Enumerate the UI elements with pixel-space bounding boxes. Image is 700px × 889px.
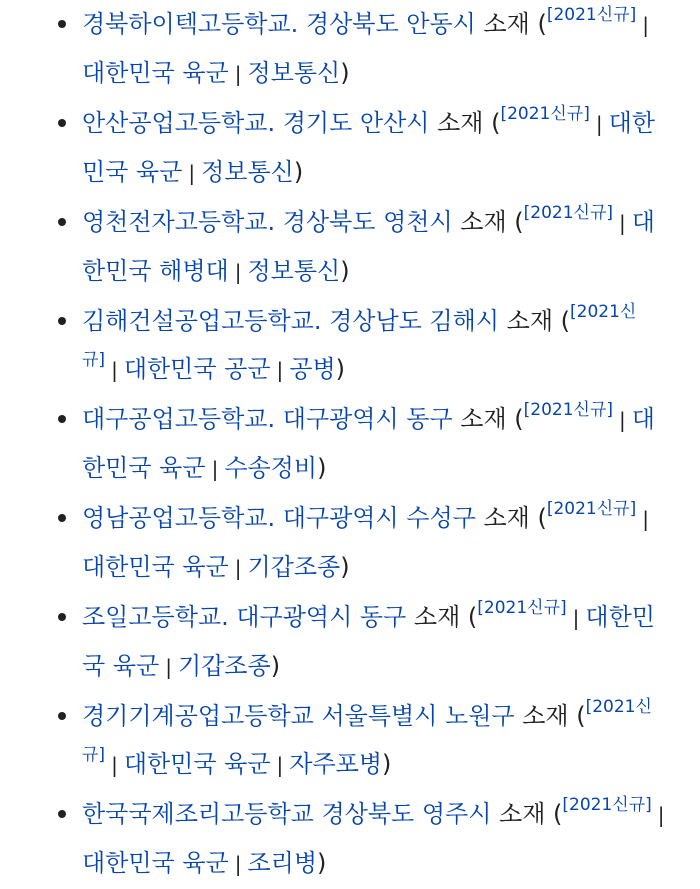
bullet-icon <box>58 514 66 522</box>
separator: | <box>619 211 626 235</box>
separator: | <box>642 13 649 37</box>
school-link[interactable]: 안산공업고등학교. 경기도 안산시 <box>82 109 430 137</box>
note-link[interactable]: [2021신규] <box>500 104 590 124</box>
field-link[interactable]: 조리병 <box>247 849 318 877</box>
bullet-icon <box>58 810 66 818</box>
bullet-icon <box>58 20 66 28</box>
list-item <box>0 692 700 789</box>
school-link[interactable]: 조일고등학교. 대구광역시 동구 <box>82 603 407 631</box>
field-link[interactable]: 수송정비 <box>224 454 318 482</box>
service-link[interactable]: 대한민국 공군 <box>123 355 271 383</box>
note-link[interactable]: [2021신규] <box>546 499 637 519</box>
separator: | <box>642 507 649 531</box>
service-link[interactable]: 대한민국 육군 <box>82 405 655 482</box>
separator: | <box>111 358 118 382</box>
located-text: 소재 ( <box>429 109 501 137</box>
list-item <box>0 790 700 888</box>
list-item <box>0 297 700 394</box>
bullet-icon <box>58 415 66 423</box>
school-link[interactable]: 영천전자고등학교. 경상북도 영천시 <box>82 208 453 236</box>
school-link[interactable]: 대구공업고등학교. 대구광역시 동구 <box>82 405 453 433</box>
school-link[interactable]: 경북하이텍고등학교. 경상북도 안동시 <box>82 10 476 38</box>
list-item <box>0 395 700 493</box>
note-link[interactable]: [2021신규] <box>477 598 567 618</box>
separator: | <box>276 358 284 382</box>
note-link[interactable]: [2021신규] <box>82 302 637 370</box>
separator: | <box>111 753 118 777</box>
school-link[interactable]: 영남공업고등학교. 대구광역시 수성구 <box>82 504 476 532</box>
close-paren: ) <box>293 158 304 186</box>
close-paren: ) <box>270 652 281 680</box>
note-link[interactable]: [2021신규] <box>523 400 614 420</box>
field-link[interactable]: 자주포병 <box>289 750 383 778</box>
field-link[interactable]: 기갑조종 <box>177 652 271 680</box>
located-text: 소재 ( <box>499 307 571 335</box>
separator: | <box>595 112 603 136</box>
located-text: 소재 ( <box>452 208 524 236</box>
separator: | <box>276 753 284 777</box>
close-paren: ) <box>317 454 327 482</box>
service-link[interactable]: 대한민국 육군 <box>82 603 655 680</box>
separator: | <box>234 556 242 580</box>
field-link[interactable]: 정보통신 <box>247 257 341 285</box>
located-text: 소재 ( <box>406 603 478 631</box>
located-text: 소재 ( <box>475 10 547 38</box>
close-paren: ) <box>317 849 327 877</box>
located-text: 소재 ( <box>491 800 563 828</box>
note-link[interactable]: [2021신규] <box>546 5 637 25</box>
bullet-icon <box>58 613 66 621</box>
field-link[interactable]: 정보통신 <box>247 59 341 87</box>
located-text: 소재 ( <box>452 405 524 433</box>
field-link[interactable]: 기갑조종 <box>247 553 341 581</box>
separator: | <box>165 655 172 679</box>
field-link[interactable]: 정보통신 <box>201 158 294 186</box>
list-item <box>0 99 700 197</box>
service-link[interactable]: 대한민국 육군 <box>82 553 229 581</box>
bullet-icon <box>58 712 66 720</box>
separator: | <box>234 62 242 86</box>
close-paren: ) <box>335 355 346 383</box>
separator: | <box>211 457 219 481</box>
service-link[interactable]: 대한민국 해병대 <box>82 208 655 285</box>
separator: | <box>657 803 665 827</box>
list-item <box>0 198 700 296</box>
service-link[interactable]: 대한민국 육군 <box>123 750 271 778</box>
note-link[interactable]: [2021신규] <box>562 795 652 815</box>
close-paren: ) <box>340 59 350 87</box>
school-link[interactable]: 경기기계공업고등학교 서울특별시 노원구 <box>82 702 515 730</box>
bullet-icon <box>58 317 66 325</box>
note-link[interactable]: [2021신규] <box>523 203 614 223</box>
field-link[interactable]: 공병 <box>289 355 336 383</box>
located-text: 소재 ( <box>514 702 586 730</box>
separator: | <box>188 161 196 185</box>
bullet-icon <box>58 119 66 127</box>
list-item <box>0 593 700 691</box>
separator: | <box>572 606 580 630</box>
close-paren: ) <box>382 750 392 778</box>
close-paren: ) <box>340 553 350 581</box>
separator: | <box>234 260 242 284</box>
school-link[interactable]: 김해건설공업고등학교. 경상남도 김해시 <box>82 307 500 335</box>
close-paren: ) <box>340 257 350 285</box>
separator: | <box>234 852 242 876</box>
list-item <box>0 494 700 592</box>
bullet-icon <box>58 218 66 226</box>
separator: | <box>619 408 626 432</box>
service-link[interactable]: 대한민국 육군 <box>82 849 229 877</box>
list-item <box>0 0 700 98</box>
service-link[interactable]: 대한민국 육군 <box>82 59 229 87</box>
service-link[interactable]: 대한민국 육군 <box>82 109 655 186</box>
school-link[interactable]: 한국국제조리고등학교 경상북도 영주시 <box>82 800 492 828</box>
note-link[interactable]: [2021신규] <box>82 697 652 765</box>
located-text: 소재 ( <box>475 504 547 532</box>
